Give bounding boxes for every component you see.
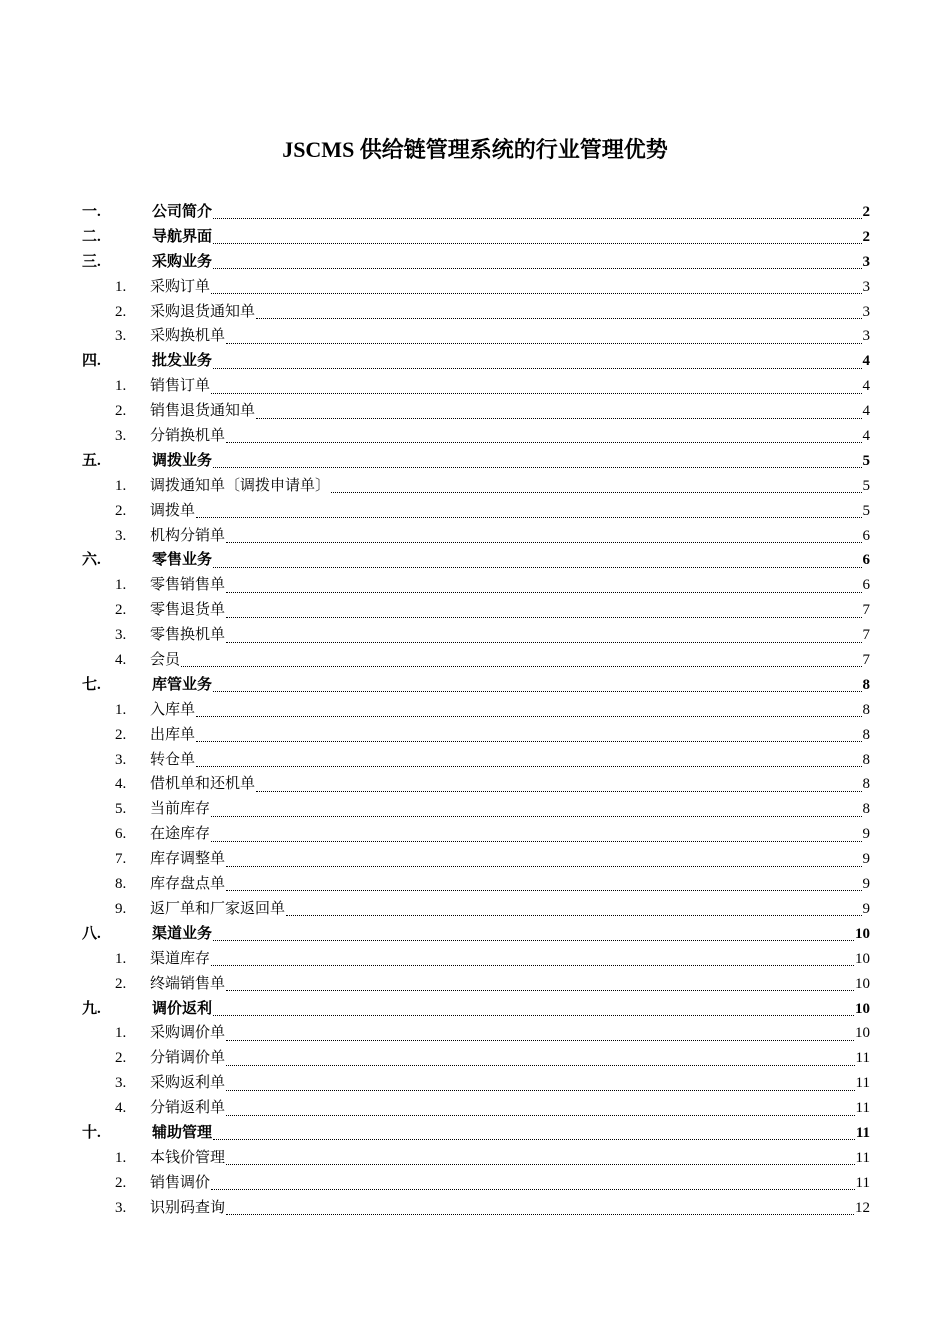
toc-subsection-entry[interactable] (80, 1071, 870, 1096)
toc-subsection-entry[interactable] (80, 598, 870, 623)
toc-entry-title: 采购调价单 (150, 1025, 226, 1042)
toc-entry-title: 销售退货通知单 (150, 403, 256, 420)
toc-dot-leader (196, 706, 861, 718)
toc-subsection-entry[interactable] (80, 1096, 870, 1121)
toc-dot-leader (181, 656, 861, 668)
toc-dot-leader (226, 1154, 855, 1166)
toc-subsection-entry[interactable] (80, 1196, 870, 1221)
toc-entry-number: 1. (115, 577, 127, 594)
toc-subsection-entry[interactable] (80, 797, 870, 822)
toc-subsection-entry[interactable] (80, 275, 870, 300)
toc-subsection-entry[interactable] (80, 1046, 870, 1071)
toc-section-entry[interactable] (80, 200, 870, 225)
toc-section-entry[interactable] (80, 922, 870, 947)
toc-entry-title: 分销返利单 (150, 1100, 226, 1117)
toc-entry-number: 2. (115, 726, 127, 743)
toc-subsection-entry[interactable] (80, 772, 870, 797)
toc-page-number: 8 (862, 751, 870, 768)
toc-entry-title: 批发业务 (152, 353, 213, 370)
toc-page-number: 11 (855, 1174, 870, 1191)
toc-subsection-entry[interactable] (80, 748, 870, 773)
toc-page-number: 4 (862, 428, 870, 445)
toc-subsection-entry[interactable] (80, 897, 870, 922)
toc-entry-title: 采购业务 (152, 253, 213, 270)
toc-subsection-entry[interactable] (80, 324, 870, 349)
toc-dot-leader (226, 1080, 855, 1092)
toc-entry-number: 1. (115, 477, 127, 494)
toc-entry-title: 借机单和还机单 (150, 776, 256, 793)
toc-entry-number: 3. (115, 428, 127, 445)
toc-dot-leader (226, 980, 854, 992)
toc-dot-leader (211, 806, 861, 818)
toc-dot-leader (226, 607, 861, 619)
toc-dot-leader (226, 582, 861, 594)
toc-page-number: 8 (862, 701, 870, 718)
toc-dot-leader (256, 781, 861, 793)
toc-entry-number: 7. (115, 851, 127, 868)
toc-page-number: 8 (862, 726, 870, 743)
toc-entry-title: 库存盘点单 (150, 876, 226, 893)
toc-entry-number: 2. (115, 303, 127, 320)
toc-subsection-entry[interactable] (80, 698, 870, 723)
toc-entry-number: 2. (115, 975, 127, 992)
toc-entry-title: 本钱价管理 (150, 1149, 226, 1166)
toc-section-entry[interactable] (80, 673, 870, 698)
toc-entry-title: 返厂单和厂家返回单 (150, 900, 286, 917)
toc-section-entry[interactable] (80, 1121, 870, 1146)
toc-page-number: 5 (862, 477, 870, 494)
toc-dot-leader (211, 831, 861, 843)
toc-entry-title: 零售退货单 (150, 602, 226, 619)
toc-entry-title: 识别码查询 (150, 1199, 226, 1216)
toc-subsection-entry[interactable] (80, 723, 870, 748)
toc-subsection-entry[interactable] (80, 947, 870, 972)
table-of-contents (80, 200, 870, 1221)
toc-entry-number: 二. (82, 228, 101, 245)
toc-entry-number: 六. (82, 552, 101, 569)
toc-entry-number: 6. (115, 826, 127, 843)
toc-entry-title: 终端销售单 (150, 975, 226, 992)
toc-entry-number: 1. (115, 1149, 127, 1166)
toc-entry-title: 分销换机单 (150, 428, 226, 445)
toc-dot-leader (226, 532, 861, 544)
toc-subsection-entry[interactable] (80, 524, 870, 549)
toc-page-number: 9 (862, 851, 870, 868)
toc-entry-title: 销售订单 (150, 378, 211, 395)
toc-section-entry[interactable] (80, 349, 870, 374)
toc-dot-leader (331, 482, 861, 494)
toc-section-entry[interactable] (80, 548, 870, 573)
toc-dot-leader (213, 930, 854, 942)
toc-entry-number: 七. (82, 676, 101, 693)
toc-dot-leader (256, 408, 861, 420)
toc-dot-leader (226, 1105, 855, 1117)
toc-dot-leader (226, 432, 861, 444)
toc-page-number: 11 (855, 1124, 870, 1141)
toc-page-number: 7 (862, 627, 870, 644)
toc-dot-leader (213, 1129, 855, 1141)
toc-subsection-entry[interactable] (80, 1146, 870, 1171)
toc-dot-leader (286, 905, 861, 917)
toc-dot-leader (211, 955, 854, 967)
toc-page-number: 9 (862, 826, 870, 843)
toc-page-number: 7 (862, 602, 870, 619)
toc-page-number: 8 (862, 676, 870, 693)
toc-subsection-entry[interactable] (80, 847, 870, 872)
toc-entry-title: 导航界面 (152, 228, 213, 245)
toc-dot-leader (211, 383, 861, 395)
toc-entry-number: 2. (115, 403, 127, 420)
toc-entry-title: 零售换机单 (150, 627, 226, 644)
toc-page-number: 5 (862, 452, 870, 469)
toc-entry-number: 3. (115, 627, 127, 644)
toc-entry-number: 3. (115, 1199, 127, 1216)
toc-entry-title: 库管业务 (152, 676, 213, 693)
toc-subsection-entry[interactable] (80, 822, 870, 847)
toc-dot-leader (213, 258, 861, 270)
toc-dot-leader (213, 358, 861, 370)
toc-entry-number: 2. (115, 502, 127, 519)
toc-entry-number: 3. (115, 527, 127, 544)
toc-entry-title: 渠道库存 (150, 950, 211, 967)
toc-entry-title: 调价返利 (152, 1000, 213, 1017)
toc-page-number: 10 (855, 1000, 870, 1017)
toc-entry-number: 4. (115, 652, 127, 669)
toc-page-number: 6 (862, 552, 870, 569)
toc-entry-title: 会员 (150, 652, 181, 669)
toc-page-number: 4 (862, 378, 870, 395)
toc-page-number: 11 (855, 1149, 870, 1166)
toc-entry-number: 五. (82, 452, 101, 469)
toc-entry-title: 采购换机单 (150, 328, 226, 345)
toc-dot-leader (226, 333, 861, 345)
toc-subsection-entry[interactable] (80, 300, 870, 325)
toc-entry-title: 出库单 (150, 726, 196, 743)
toc-page-number: 12 (855, 1199, 870, 1216)
toc-page-number: 2 (862, 228, 870, 245)
toc-dot-leader (226, 632, 861, 644)
toc-entry-title: 销售调价 (150, 1174, 211, 1191)
toc-section-entry[interactable] (80, 225, 870, 250)
toc-entry-title: 采购返利单 (150, 1075, 226, 1092)
toc-section-entry[interactable] (80, 997, 870, 1022)
toc-entry-title: 当前库存 (150, 801, 211, 818)
toc-entry-number: 1. (115, 1025, 127, 1042)
toc-entry-title: 在途库存 (150, 826, 211, 843)
toc-entry-number: 九. (82, 1000, 101, 1017)
toc-dot-leader (211, 283, 861, 295)
toc-entry-title: 分销调价单 (150, 1050, 226, 1067)
toc-subsection-entry[interactable] (80, 573, 870, 598)
toc-page-number: 11 (855, 1100, 870, 1117)
toc-entry-number: 3. (115, 1075, 127, 1092)
toc-subsection-entry[interactable] (80, 374, 870, 399)
toc-page-number: 2 (862, 204, 870, 220)
toc-dot-leader (213, 457, 861, 469)
toc-entry-title: 零售销售单 (150, 577, 226, 594)
toc-entry-number: 八. (82, 925, 101, 942)
toc-entry-title: 入库单 (150, 701, 196, 718)
toc-page-number: 5 (862, 502, 870, 519)
toc-dot-leader (196, 731, 861, 743)
toc-page-number: 10 (855, 950, 870, 967)
toc-entry-title: 转仓单 (150, 751, 196, 768)
toc-entry-title: 零售业务 (152, 552, 213, 569)
toc-page-number: 3 (862, 303, 870, 320)
toc-entry-number: 1. (115, 701, 127, 718)
toc-entry-number: 十. (82, 1124, 101, 1141)
toc-entry-number: 2. (115, 602, 127, 619)
toc-entry-number: 9. (115, 900, 127, 917)
toc-page-number: 8 (862, 776, 870, 793)
toc-entry-title: 渠道业务 (152, 925, 213, 942)
toc-entry-number: 1. (115, 950, 127, 967)
toc-dot-leader (213, 1005, 854, 1017)
toc-section-entry[interactable] (80, 449, 870, 474)
toc-entry-title: 采购退货通知单 (150, 303, 256, 320)
toc-dot-leader (226, 1204, 854, 1216)
document-title: JSCMS 供给链管理系统的行业管理优势 (282, 137, 668, 162)
toc-page-number: 3 (862, 278, 870, 295)
toc-entry-number: 一. (82, 204, 101, 220)
toc-entry-number: 3. (115, 751, 127, 768)
toc-entry-number: 8. (115, 876, 127, 893)
toc-entry-number: 1. (115, 278, 127, 295)
toc-page-number: 4 (862, 353, 870, 370)
toc-page-number: 9 (862, 900, 870, 917)
toc-entry-number: 4. (115, 776, 127, 793)
toc-page-number: 4 (862, 403, 870, 420)
toc-entry-number: 3. (115, 328, 127, 345)
toc-section-entry[interactable] (80, 250, 870, 275)
toc-entry-title: 库存调整单 (150, 851, 226, 868)
toc-subsection-entry[interactable] (80, 648, 870, 673)
toc-entry-title: 调拨单 (150, 502, 196, 519)
toc-dot-leader (226, 880, 861, 892)
toc-dot-leader (196, 756, 861, 768)
toc-subsection-entry[interactable] (80, 474, 870, 499)
toc-page-number: 6 (862, 527, 870, 544)
toc-page-number: 3 (862, 328, 870, 345)
toc-page-number: 7 (862, 652, 870, 669)
toc-page-number: 11 (855, 1075, 870, 1092)
toc-dot-leader (213, 208, 861, 220)
toc-dot-leader (226, 1030, 854, 1042)
toc-entry-title: 采购订单 (150, 278, 211, 295)
toc-dot-leader (213, 233, 861, 245)
toc-dot-leader (213, 557, 861, 569)
toc-subsection-entry[interactable] (80, 499, 870, 524)
toc-subsection-entry[interactable] (80, 872, 870, 897)
toc-page-number: 11 (855, 1050, 870, 1067)
toc-entry-number: 四. (82, 353, 101, 370)
toc-entry-title: 机构分销单 (150, 527, 226, 544)
toc-subsection-entry[interactable] (80, 424, 870, 449)
toc-page-number: 8 (862, 801, 870, 818)
toc-subsection-entry[interactable] (80, 972, 870, 997)
toc-page-number: 3 (862, 253, 870, 270)
toc-dot-leader (226, 856, 861, 868)
toc-page-number: 10 (855, 975, 870, 992)
toc-page-number: 10 (855, 925, 870, 942)
toc-subsection-entry[interactable] (80, 1021, 870, 1046)
toc-entry-title: 调拨业务 (152, 452, 213, 469)
toc-entry-number: 5. (115, 801, 127, 818)
toc-subsection-entry[interactable] (80, 399, 870, 424)
toc-page-number: 9 (862, 876, 870, 893)
toc-dot-leader (196, 507, 861, 519)
toc-entry-title: 调拨通知单〔调拨申请单〕 (150, 477, 331, 494)
toc-page-number: 6 (862, 577, 870, 594)
toc-subsection-entry[interactable] (80, 1171, 870, 1196)
toc-dot-leader (211, 1179, 855, 1191)
toc-entry-number: 三. (82, 253, 101, 270)
toc-dot-leader (226, 1055, 855, 1067)
toc-page-number: 10 (855, 1025, 870, 1042)
toc-entry-number: 4. (115, 1100, 127, 1117)
toc-entry-number: 1. (115, 378, 127, 395)
toc-dot-leader (256, 308, 861, 320)
toc-entry-title: 公司简介 (152, 204, 213, 220)
toc-entry-number: 2. (115, 1174, 127, 1191)
toc-subsection-entry[interactable] (80, 623, 870, 648)
toc-dot-leader (213, 681, 861, 693)
toc-entry-number: 2. (115, 1050, 127, 1067)
toc-entry-title: 辅助管理 (152, 1124, 213, 1141)
